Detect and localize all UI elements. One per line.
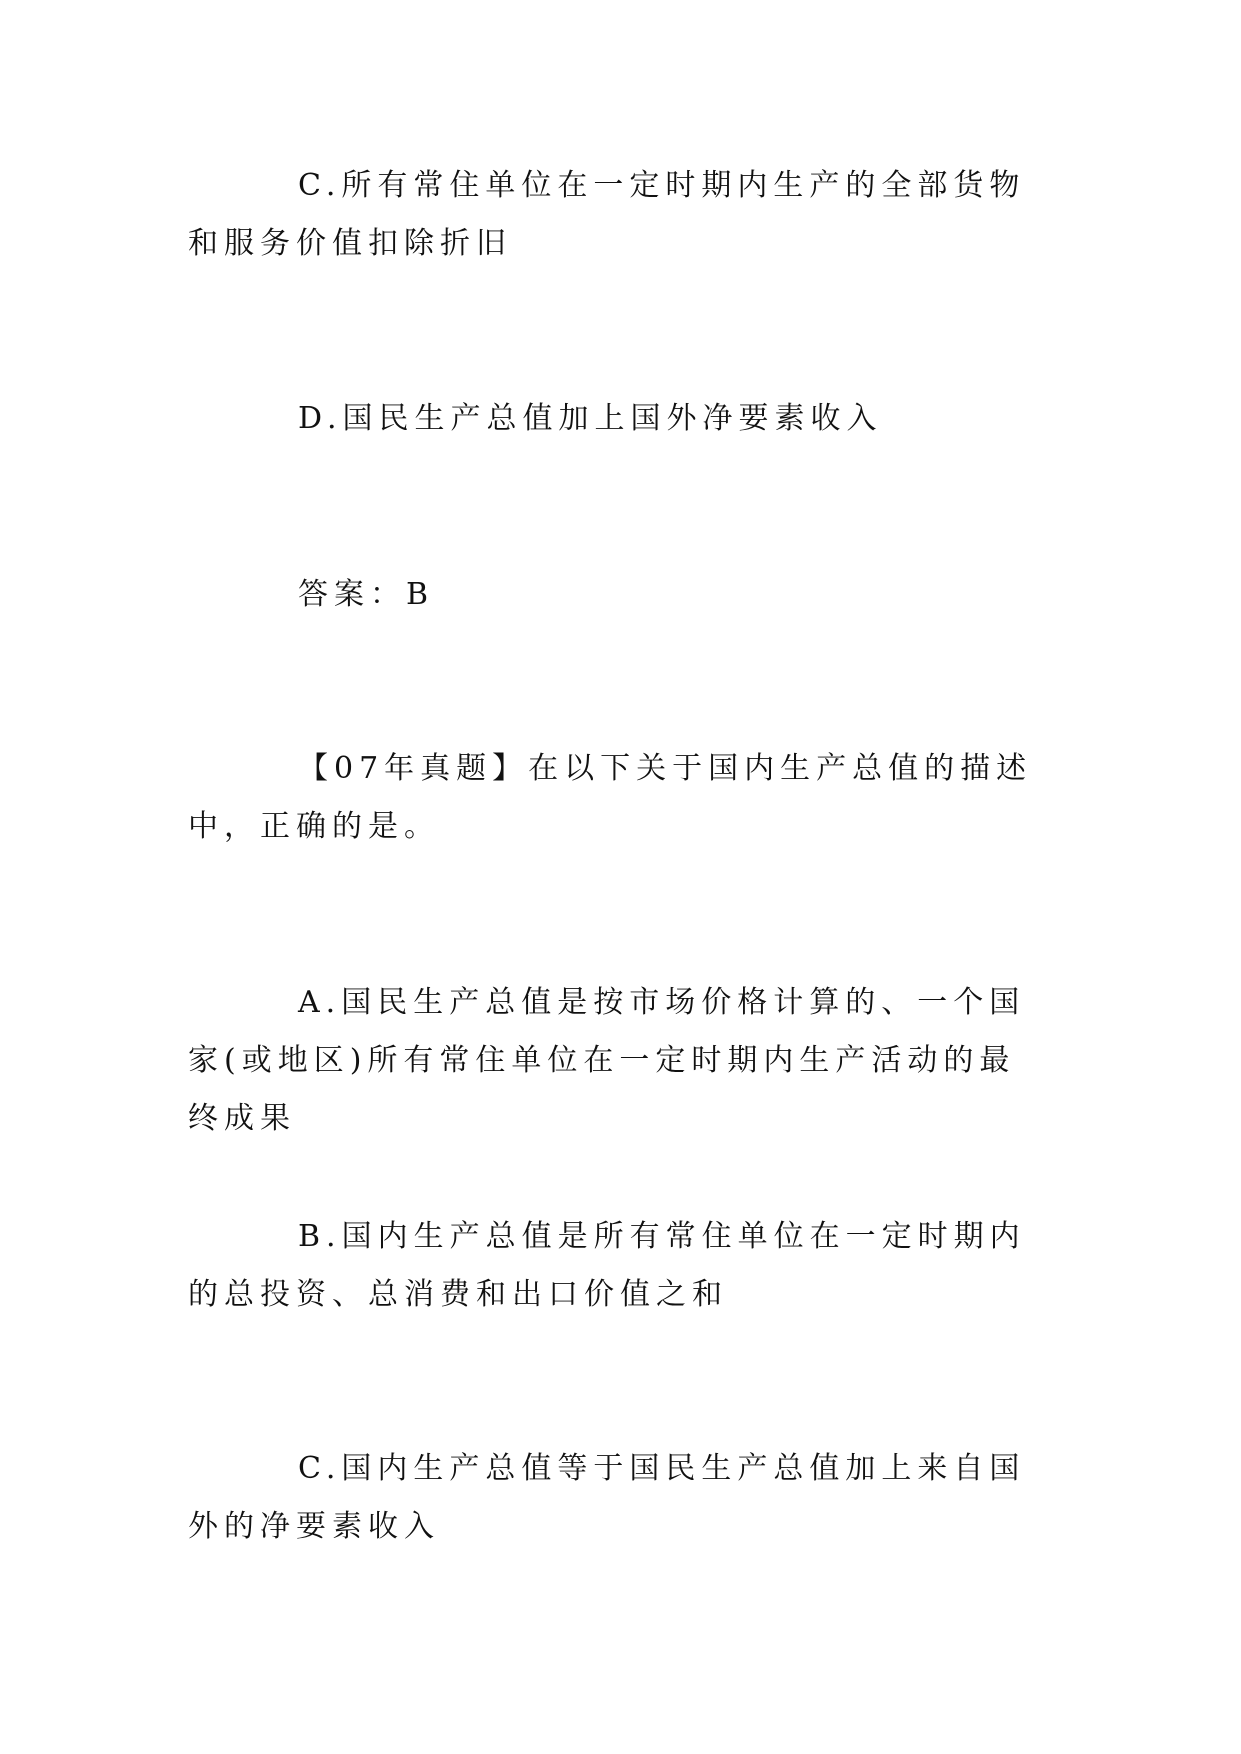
question-paragraph: 【07年真题】在以下关于国内生产总值的描述中，正确的是。 — [188, 751, 1033, 844]
option-a-paragraph: A.国民生产总值是按市场价格计算的、一个国家(或地区)所有常住单位在一定时期内生产活动的最终成果 — [188, 985, 1026, 1136]
option-b-paragraph: B.国内生产总值是所有常住单位在一定时期内的总投资、总消费和出口价值之和 — [188, 1219, 1026, 1312]
option-c-paragraph-2: C.国内生产总值等于国民生产总值加上来自国外的净要素收入 — [188, 1451, 1026, 1544]
option-d-paragraph: D.国民生产总值加上国外净要素收入 — [298, 401, 883, 436]
answer-paragraph: 答案：B — [298, 577, 435, 612]
option-c-paragraph: C.所有常住单位在一定时期内生产的全部货物和服务价值扣除折旧 — [188, 168, 1026, 261]
